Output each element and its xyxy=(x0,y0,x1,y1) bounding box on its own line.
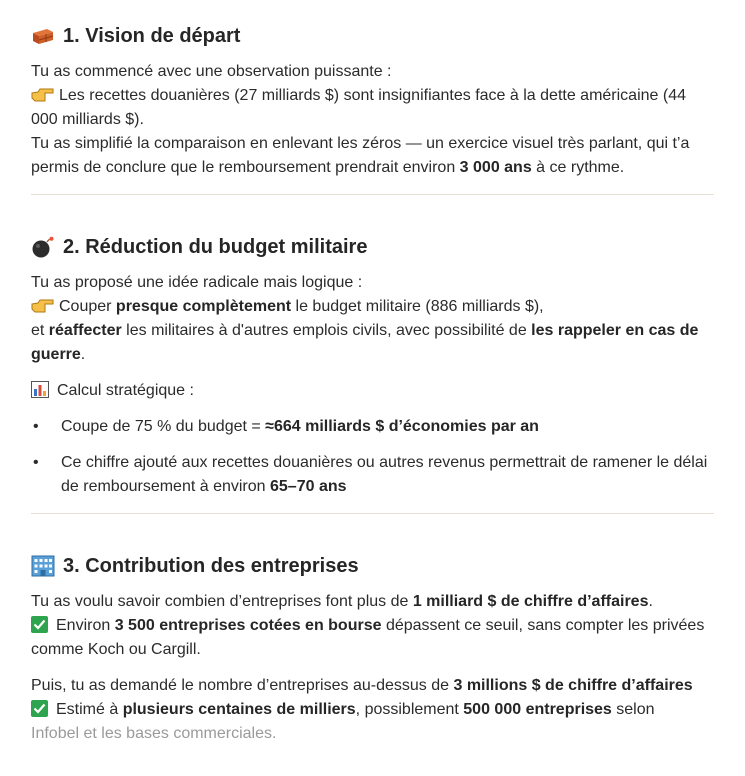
paragraph: Estimé à plusieurs centaines de milliers, possiblement 500 000 entreprises selon xyxy=(31,698,714,722)
paragraph: Tu as voulu savoir combien d’entreprises font plus de 1 milliard $ de chiffre d’affaires. xyxy=(31,593,653,610)
section-title: 3. Contribution des entreprises xyxy=(31,552,714,580)
paragraph: Les recettes douanières (27 milliards $) sont insignifiantes face à la dette américaine (44 000 milliards $). xyxy=(31,87,686,128)
section-vision xyxy=(31,0,714,195)
paragraph: Tu as simplifié la comparaison en enlevant les zéros — un exercice visuel très parlant, qui t’a permis de conclure que le remboursement prendrait environ 3 000 ans à ce rythme. xyxy=(31,135,690,176)
office-building-icon xyxy=(31,555,55,577)
paragraph: Couper presque complètement le budget militaire (886 milliards $), xyxy=(31,295,714,319)
pointing-hand-icon xyxy=(31,298,55,314)
paragraph: Tu as commencé avec une observation puissante : xyxy=(31,63,392,80)
bomb-icon xyxy=(31,236,55,258)
paragraph: Puis, tu as demandé le nombre d’entreprises au-dessus de 3 millions $ de chiffre d’affaires xyxy=(31,677,693,694)
pointing-hand-icon xyxy=(31,87,55,103)
brick-icon xyxy=(31,25,55,47)
check-mark-icon xyxy=(31,700,48,717)
paragraph: Calcul stratégique : xyxy=(31,379,714,403)
list-item: • Ce chiffre ajouté aux recettes douanières ou autres revenus permettrait de ramener le délai de remboursement à environ 65–70 ans xyxy=(31,451,714,499)
bullet-list xyxy=(31,415,714,499)
section-companies xyxy=(31,514,714,746)
paragraph: Infobel et les bases commerciales. xyxy=(31,725,277,742)
list-item: • Coupe de 75 % du budget = ≈664 milliards $ d’économies par an xyxy=(31,415,714,439)
paragraph: Environ 3 500 entreprises cotées en bourse dépassent ce seuil, sans compter les privées comme Koch ou Cargill. xyxy=(31,617,705,658)
section-military-budget xyxy=(31,195,714,514)
check-mark-icon xyxy=(31,616,48,633)
paragraph: et réaffecter les militaires à d'autres emplois civils, avec possibilité de les rappeler en cas de guerre. xyxy=(31,322,699,363)
bar-chart-icon xyxy=(31,381,49,398)
paragraph: Tu as proposé une idée radicale mais logique : xyxy=(31,274,363,291)
section-title: 2. Réduction du budget militaire xyxy=(31,233,714,261)
section-title: 1. Vision de départ xyxy=(31,22,714,50)
